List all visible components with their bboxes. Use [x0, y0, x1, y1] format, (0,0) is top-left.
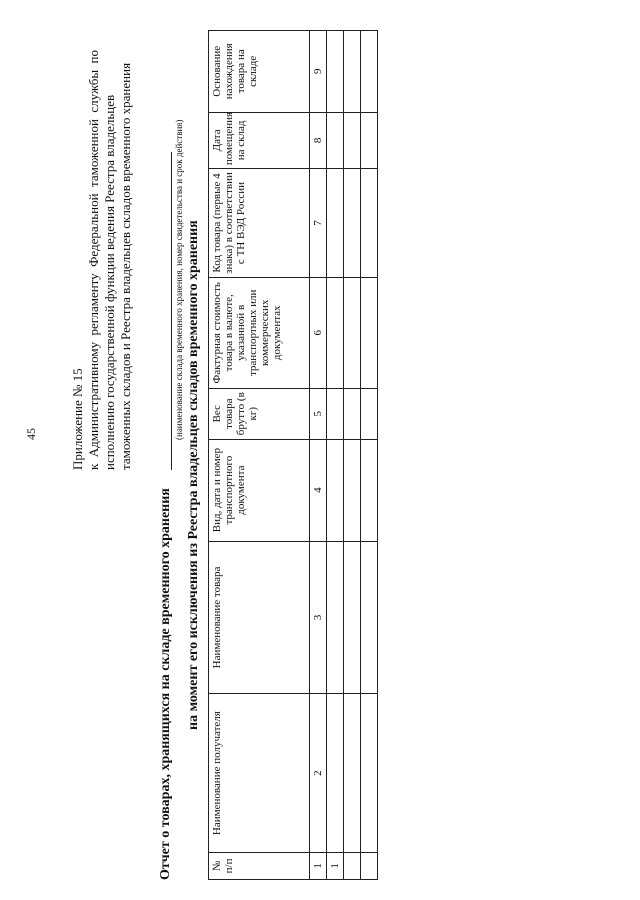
column-number-cell: 8	[310, 112, 327, 169]
header-cell-invoice-value: Фактурная стоимость товара в валюте, указанной в транспортных или коммерческих документах	[209, 277, 310, 388]
column-number-cell: 2	[310, 694, 327, 852]
table-cell	[344, 277, 361, 388]
table-cell	[327, 439, 344, 541]
table-cell	[361, 277, 378, 388]
header-cell-storage-basis: Основание нахождения товара на складе	[209, 31, 310, 113]
column-number-cell: 4	[310, 439, 327, 541]
fill-in-caption: (наименование склада временного хранения, номер свидетельства и срок действия)	[174, 119, 184, 440]
header-cell-storage-date: Дата помещения на склад	[209, 112, 310, 169]
table-cell	[344, 169, 361, 278]
table-row	[327, 31, 344, 880]
report-subtitle: на момент его исключения из Реестра владельцев складов временного хранения	[186, 220, 201, 730]
table-cell	[361, 694, 378, 852]
table-cell	[327, 112, 344, 169]
column-number-cell: 9	[310, 31, 327, 113]
column-number-row	[310, 31, 327, 880]
page-number: 45	[24, 428, 38, 440]
header-cell-transport-document: Вид, дата и номер транспортного документа	[209, 439, 310, 541]
table-cell	[327, 541, 344, 694]
rotated-page-content	[70, 30, 640, 880]
column-number-cell: 3	[310, 541, 327, 694]
header-cell-goods-name: Наименование товара	[209, 541, 310, 694]
table-cell	[327, 388, 344, 439]
table-cell	[361, 541, 378, 694]
table-cell	[327, 31, 344, 113]
table-cell	[344, 388, 361, 439]
header-cell-commodity-code: Код товара (первые 4 знака) в соответствии с ТН ВЭД России	[209, 169, 310, 278]
table-cell	[361, 31, 378, 113]
table-cell	[361, 439, 378, 541]
report-table	[208, 30, 378, 880]
table-cell	[361, 169, 378, 278]
appendix-header	[70, 50, 134, 470]
table-cell	[327, 694, 344, 852]
table-cell	[327, 169, 344, 278]
report-title: Отчет о товарах, хранящихся на складе временного хранения	[158, 488, 173, 880]
column-number-cell: 7	[310, 169, 327, 278]
table-cell	[361, 388, 378, 439]
table-cell	[361, 852, 378, 879]
table-cell	[327, 277, 344, 388]
appendix-text: к Административному регламенту Федеральной таможенной службы по исполнению государственной функции ведения Реестра владельцев	[86, 50, 117, 470]
table-row	[344, 31, 361, 880]
table-header-row	[209, 31, 310, 880]
table-cell	[344, 694, 361, 852]
header-cell-number: № п/п	[209, 852, 310, 879]
table-cell: 1	[327, 852, 344, 879]
column-number-cell: 5	[310, 388, 327, 439]
header-cell-recipient: Наименование получателя	[209, 694, 310, 852]
table-row	[361, 31, 378, 880]
column-number-cell: 6	[310, 277, 327, 388]
table-cell	[344, 541, 361, 694]
table-cell	[344, 852, 361, 879]
table-cell	[361, 112, 378, 169]
table-cell	[344, 439, 361, 541]
appendix-title: Приложение № 15	[70, 368, 85, 470]
table-cell	[344, 112, 361, 169]
table-cell	[344, 31, 361, 113]
fill-in-line	[171, 152, 172, 470]
header-cell-gross-weight: Вес товара брутто (в кг)	[209, 388, 310, 439]
appendix-last-line: таможенных складов и Реестра владельцев складов временного хранения	[118, 62, 133, 470]
column-number-cell: 1	[310, 852, 327, 879]
